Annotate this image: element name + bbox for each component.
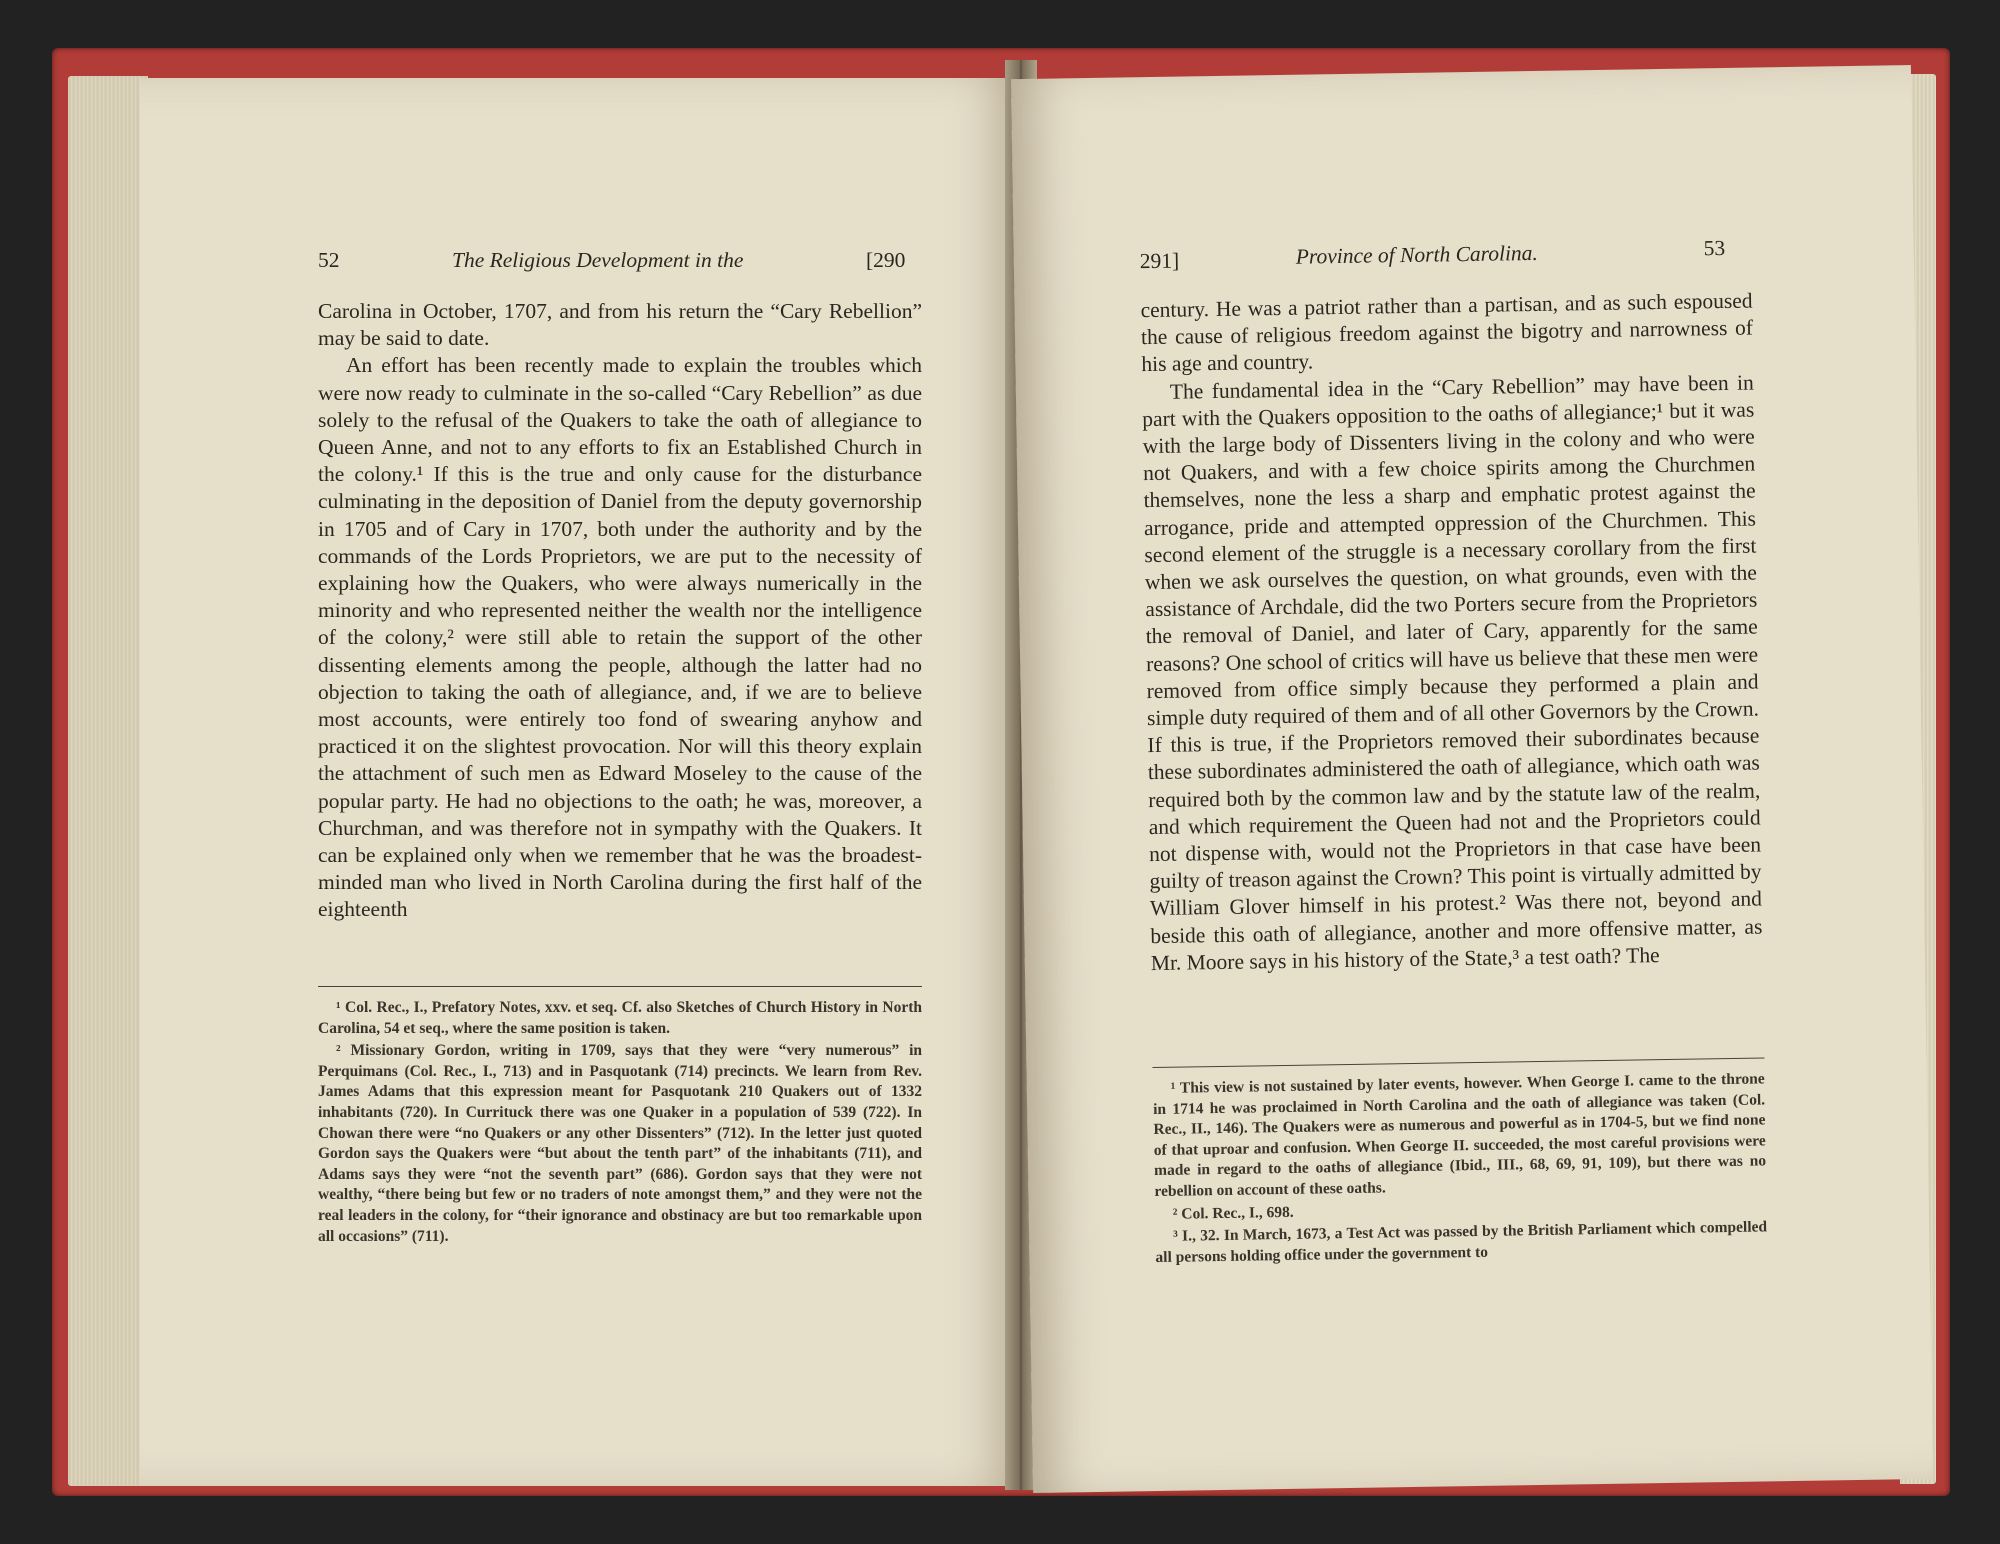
left-page-edges [68, 76, 148, 1486]
left-page [140, 78, 1020, 1486]
right-paragraph: The fundamental idea in the “Cary Rebellion” may have been in part with the Quakers opposition to the oaths of allegiance;¹ but it was with the large body of Dissenters living in the colony and who were not Quakers, and with a few choice spirits among the Churchmen themselves, none the less a sharp and emphatic protest against the arrogance, pride and attempted oppression of the Churchmen. This second element of the struggle is a necessary corollary from the first when we ask ourselves the question, on what grounds, even with the assistance of Archdale, did the two Porters secure from the Proprietors the removal of Daniel, and later of Cary, apparently for the same reasons? One school of critics will have us believe that these men were removed from office simply because they performed a plain and simple duty required of them and of all other Governors by the Crown. If this is true, if the Proprietors removed their subordinates because these subordinates administered the oath of allegiance, which oath was required both by the common law and by the statute law of the realm, and which requirement the Queen had not and the Proprietors could not dispense with, would not the Proprietors in that case have been guilty of treason against the Crown? This point is virtually admitted by William Glover himself in his protest.² Was there not, beyond and beside this oath of allegiance, another and more offensive matter, as Mr. Moore says in his history of the State,³ a test oath? The [1142, 370, 1763, 975]
right-paragraph: century. He was a patriot rather than a partisan, and as such espoused the cause of religious freedom against the bigotry and narrowness of his age and country. [1140, 288, 1754, 377]
right-page [1011, 65, 1933, 1493]
left-footnote-rule [318, 986, 922, 987]
left-paragraph: Carolina in October, 1707, and from his return the “Cary Rebellion” may be said to date. [318, 299, 922, 351]
right-footnotes [1153, 1069, 1768, 1270]
footnote: ¹ Col. Rec., I., Prefatory Notes, xxv. et seq. Cf. also Sketches of Church History in North Carolina, 54 et seq., where the same position is taken. [318, 999, 922, 1037]
footnote: ² Col. Rec., I., 698. [1172, 1203, 1294, 1223]
right-section-number: 291] [1139, 248, 1180, 274]
right-running-title: Province of North Carolina. [1295, 240, 1539, 269]
right-page-number: 53 [1703, 235, 1726, 261]
left-section-number: [290 [866, 248, 906, 272]
footnote: ¹ This view is not sustained by later events, however. When George I. came to the throne in 1714 he was proclaimed in North Carolina and the oath of allegiance was taken (Col. Rec., II., 146). The Quakers were as numerous and powerful as in 1704-5, but we find none of that uproar and confusion. When George II. succeeded, the most careful provisions were made in regard to the oaths of allegiance (Ibid., III., 68, 69, 91, 109), but there was no rebellion on account of these oaths. [1153, 1070, 1767, 1201]
left-body-text [318, 298, 922, 924]
right-body-text [1140, 288, 1763, 978]
left-footnotes [318, 998, 922, 1249]
right-footnote-rule [1152, 1057, 1764, 1068]
footnote: ³ I., 32. In March, 1673, a Test Act was passed by the British Parliament which compelled all persons holding office under the government to [1155, 1218, 1768, 1266]
left-page-number: 52 [318, 248, 340, 272]
footnote: ² Missionary Gordon, writing in 1709, says that they were “very numerous” in Perquimans (Col. Rec., I., 713) and in Pasquotank (714) precincts. We learn from Rev. James Adams that this expression meant for Pasquotank 210 Quakers out of 1332 inhabitants (720). In Currituck there was one Quaker in a population of 539 (722). In Chowan there were “no Quakers or any other Dissenters” (712). In the letter just quoted Gordon says the Quakers were “but about the tenth part” of the inhabitants (711), and Adams says they were “not the seventh part” (686). Gordon says that they were not wealthy, “there being but few or no traders of note amongst them,” and they were not the real leaders in the colony, for “their ignorance and obstinacy are but too remarkable upon all occasions” (711). [318, 1042, 922, 1245]
left-running-title: The Religious Development in the [452, 248, 744, 272]
left-paragraph: An effort has been recently made to explain the troubles which were now ready to culminate in the so-called “Cary Rebellion” as due solely to the refusal of the Quakers to take the oath of allegiance to Queen Anne, and not to any efforts to fix an Established Church in the colony.¹ If this is the true and only cause for the disturbance culminating in the deposition of Daniel from the deputy governorship in 1705 and of Cary in 1707, both under the authority and by the commands of the Lords Proprietors, we are put to the necessity of explaining how the Quakers, who were always numerically in the minority and who represented neither the wealth nor the intelligence of the colony,² were still able to retain the support of the other dissenting elements among the people, although the latter had no objection to taking the oath of allegiance, and, if we are to believe most accounts, were entirely too fond of swearing anyhow and practiced it on the slightest provocation. Nor will this theory explain the attachment of such men as Edward Moseley to the cause of the popular party. He had no objections to the oath; he was, moreover, a Churchman, and was therefore not in sympathy with the Quakers. It can be explained only when we remember that he was the broadest-minded man who lived in North Carolina during the first half of the eighteenth [318, 353, 922, 922]
